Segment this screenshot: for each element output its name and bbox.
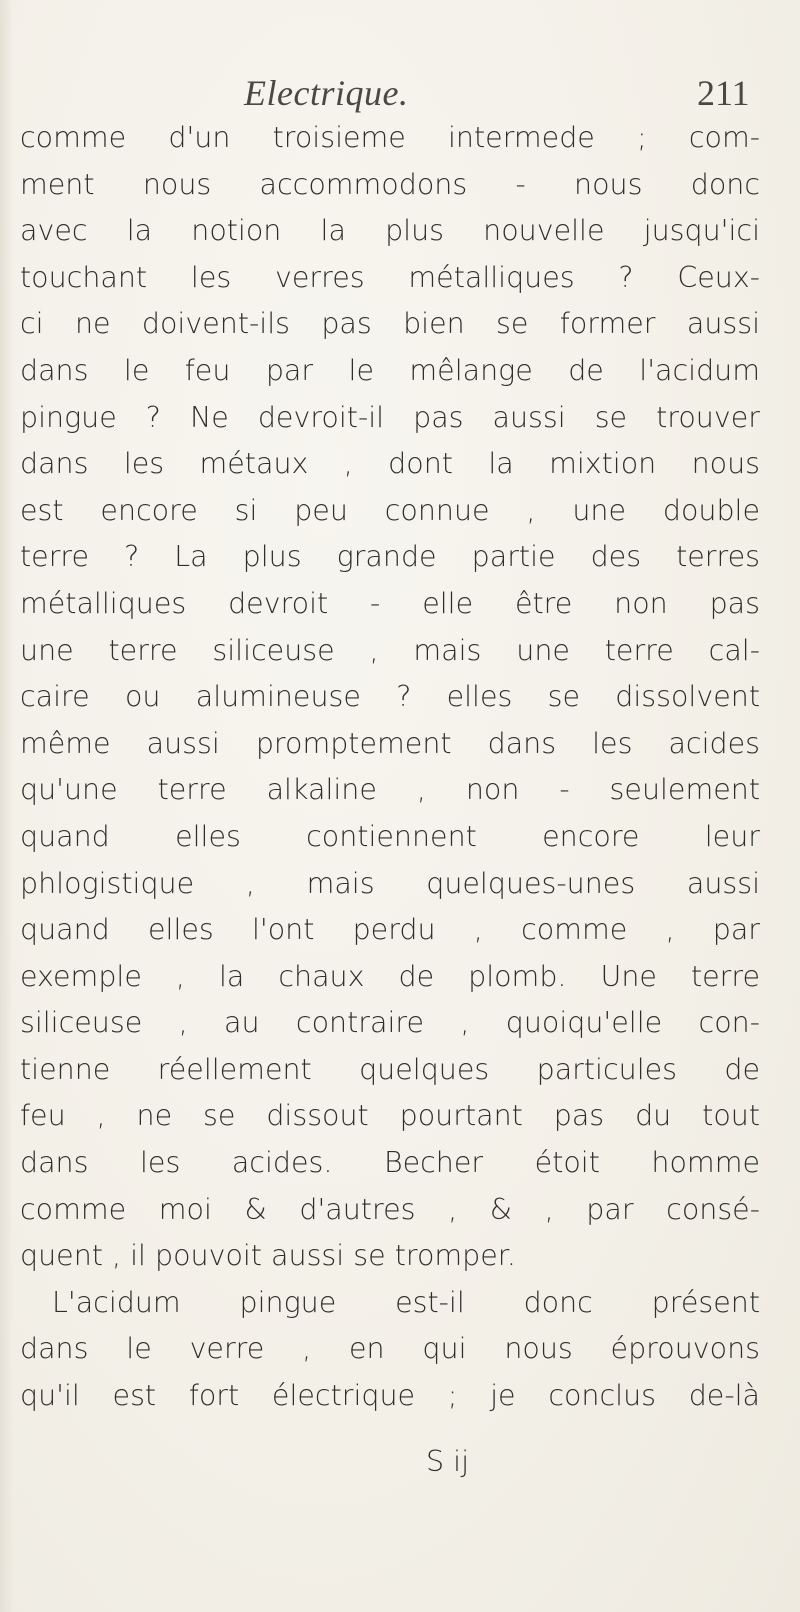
text-line: comme d'un troisieme intermede ; com- <box>20 121 760 154</box>
text-line: quand elles contiennent encore leur <box>20 819 760 853</box>
text-line: siliceuse , au contraire , quoiqu'elle con- <box>20 1006 760 1040</box>
page-header <box>0 72 800 118</box>
text-line: qu'il est fort électrique ; je conclus de-là <box>20 1379 760 1413</box>
text-line: métalliques devroit - elle être non pas <box>20 586 760 620</box>
text-line: phlogistique , mais quelques-unes aussi <box>20 866 760 900</box>
text-line: quent , il pouvoit aussi se tromper. <box>20 1239 516 1273</box>
text-line: qu'une terre alkaline , non - seulement <box>20 773 760 807</box>
text-line: quand elles l'ont perdu , comme , par <box>20 913 760 947</box>
text-line: dans le verre , en qui nous éprouvons <box>20 1332 760 1366</box>
page-number: 211 <box>697 73 750 113</box>
text-line: tienne réellement quelques particules de <box>20 1052 760 1086</box>
text-line: avec la notion la plus nouvelle jusqu'ici <box>20 214 760 248</box>
page-gutter-shadow <box>0 0 14 1612</box>
signature-mark: S ij <box>426 1445 469 1478</box>
running-title: Electrique. <box>244 73 409 113</box>
text-line: une terre siliceuse , mais une terre cal- <box>20 633 760 667</box>
text-line: pingue ? Ne devroit-il pas aussi se trouver <box>20 400 760 434</box>
text-line: ci ne doivent-ils pas bien se former aussi <box>20 307 760 341</box>
text-line: feu , ne se dissout pourtant pas du tout <box>20 1099 760 1133</box>
text-line: dans les métaux , dont la mixtion nous <box>20 447 760 481</box>
text-line: dans les acides. Becher étoit homme <box>20 1146 760 1180</box>
text-line: exemple , la chaux de plomb. Une terre <box>20 959 760 993</box>
text-line: ment nous accommodons - nous donc <box>20 167 760 201</box>
text-line: même aussi promptement dans les acides <box>20 726 760 760</box>
text-line: L'acidum pingue est-il donc présent <box>52 1285 760 1319</box>
text-line: caire ou alumineuse ? elles se dissolvent <box>20 680 760 714</box>
text-line: comme moi & d'autres , & , par consé- <box>20 1192 760 1226</box>
text-line: terre ? La plus grande partie des terres <box>20 540 760 574</box>
text-line: touchant les verres métalliques ? Ceux- <box>20 260 760 294</box>
body-text <box>20 115 780 1420</box>
text-line: est encore si peu connue , une double <box>20 493 760 527</box>
text-line: dans le feu par le mêlange de l'acidum <box>20 353 760 387</box>
